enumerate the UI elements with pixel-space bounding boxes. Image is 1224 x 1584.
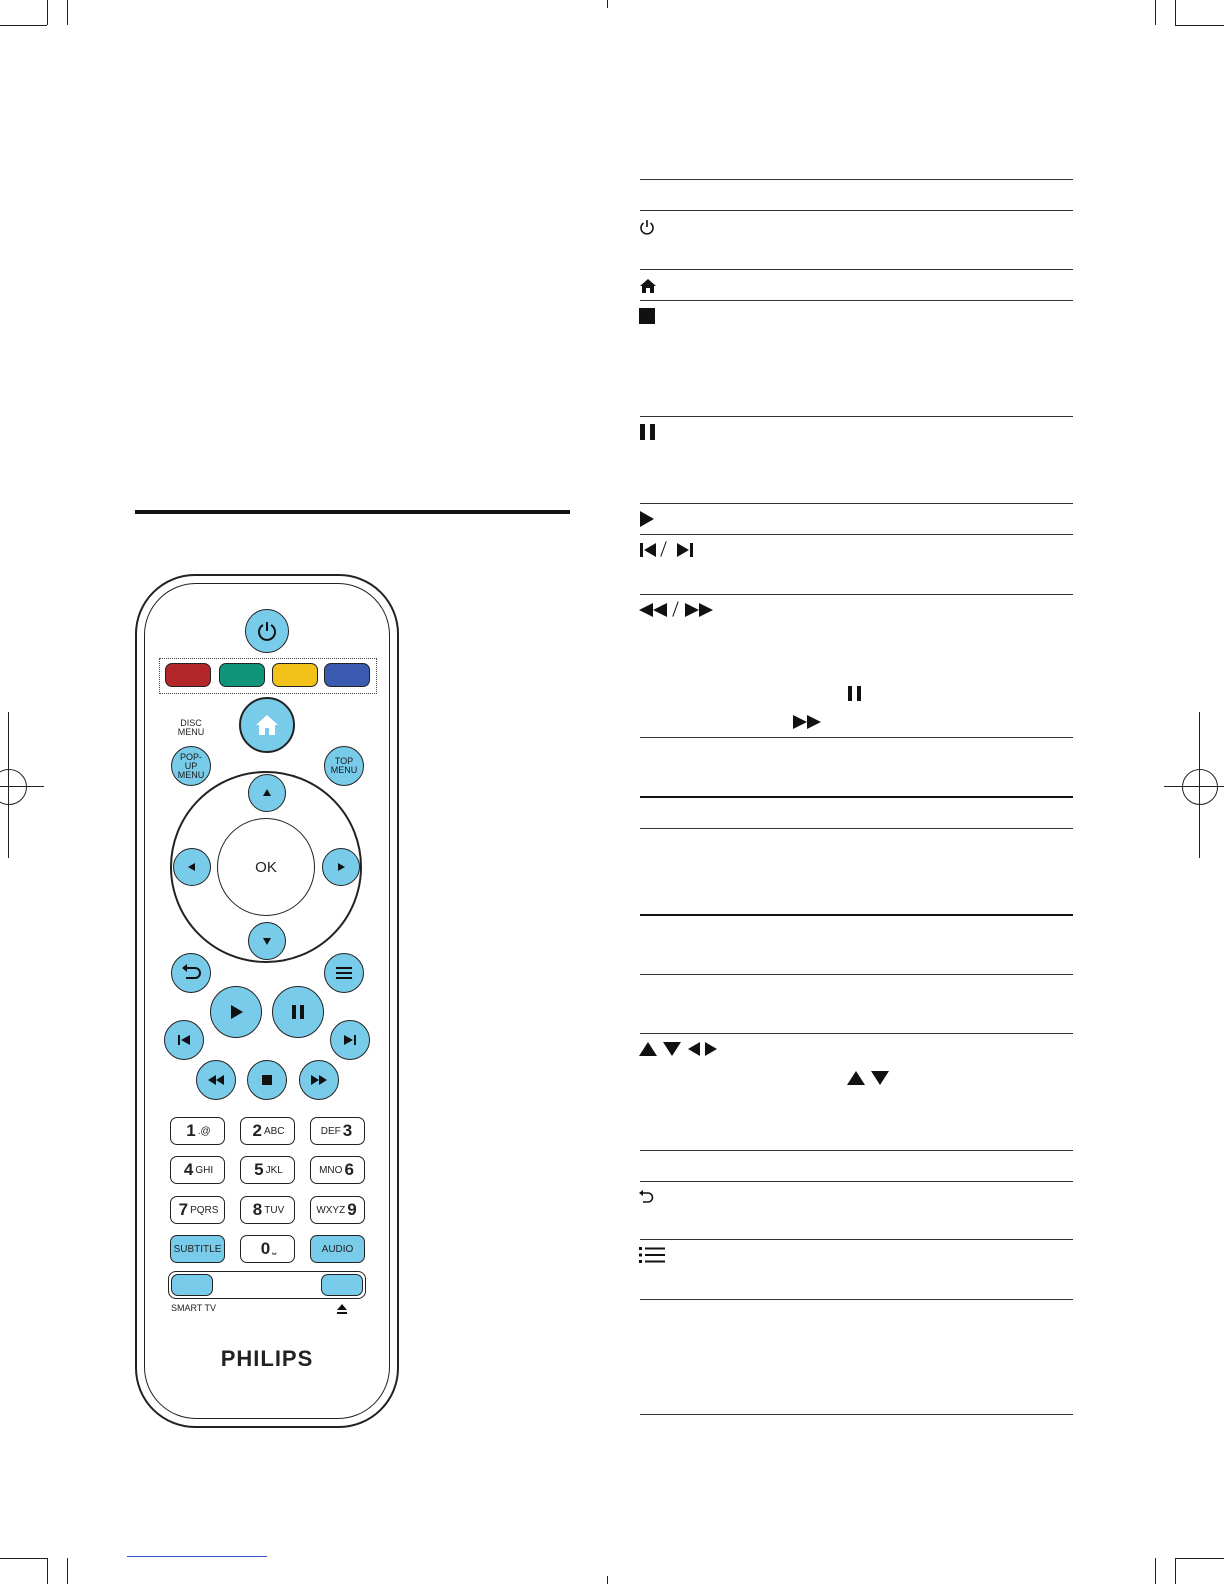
table-rule (640, 1181, 1073, 1182)
key-digit: 6 (344, 1160, 354, 1179)
left-arrow-icon (688, 1042, 700, 1056)
options-button[interactable] (324, 953, 364, 993)
table-rule (640, 796, 1073, 798)
key-letters: .@ (197, 1125, 211, 1137)
left-arrow-icon (187, 862, 197, 872)
table-rule (640, 1414, 1073, 1415)
down-arrow-icon (262, 936, 272, 946)
brand-logo: PHILIPS (220, 1346, 314, 1371)
key-digit: 3 (342, 1121, 353, 1140)
green-key[interactable] (219, 663, 265, 687)
audio-button[interactable]: AUDIO (310, 1235, 365, 1263)
key-0[interactable] (240, 1235, 295, 1263)
crop-mark (1155, 1558, 1156, 1584)
power-icon (639, 219, 655, 235)
table-rule (640, 300, 1073, 301)
crop-mark (47, 0, 48, 25)
key-digit: 7 (178, 1200, 189, 1219)
key-digit: 5 (254, 1160, 264, 1179)
up-arrow-icon (639, 1042, 657, 1056)
key-letters: WXYZ (316, 1204, 346, 1216)
footer-link-underline (127, 1556, 267, 1557)
right-arrow-icon (336, 862, 346, 872)
table-rule (640, 914, 1073, 916)
stop-icon (261, 1074, 273, 1086)
key-digit: 8 (252, 1200, 263, 1219)
crop-mark (67, 1558, 68, 1584)
power-button[interactable] (245, 609, 289, 653)
back-icon (180, 964, 202, 982)
key-letters: DEF (320, 1125, 341, 1137)
table-rule (640, 503, 1073, 504)
key-letters: PQRS (190, 1204, 219, 1216)
disc-menu-label: DISC MENU (177, 718, 205, 737)
skip-next-icon (677, 543, 693, 557)
previous-button[interactable] (164, 1020, 204, 1060)
home-button[interactable] (239, 697, 295, 753)
subtitle-button[interactable]: SUBTITLE (170, 1235, 225, 1263)
crop-mark (47, 1558, 48, 1584)
yellow-key[interactable] (272, 663, 318, 687)
home-icon (254, 713, 280, 737)
up-arrow-icon (847, 1071, 865, 1085)
key-digit: 0 (260, 1239, 271, 1258)
crop-mark (1175, 0, 1176, 25)
skip-next-icon (342, 1033, 358, 1047)
table-rule (640, 974, 1073, 975)
table-rule (640, 1033, 1073, 1034)
down-arrow-icon (663, 1042, 681, 1056)
skip-previous-icon (640, 543, 656, 557)
key-digit: 1 (186, 1121, 196, 1140)
pause-button[interactable] (272, 986, 324, 1038)
down-arrow-icon (871, 1071, 889, 1085)
back-button[interactable] (171, 953, 211, 993)
red-key[interactable] (165, 663, 211, 687)
table-rule (640, 594, 1073, 595)
crop-mark (1175, 1558, 1176, 1584)
up-arrow-icon (262, 788, 272, 798)
skip-previous-icon (176, 1033, 192, 1047)
rewind-button[interactable] (196, 1060, 236, 1100)
down-button[interactable] (248, 922, 286, 960)
table-rule (640, 1299, 1073, 1300)
slash-separator (660, 541, 666, 556)
key-3[interactable] (310, 1117, 365, 1145)
table-rule (640, 179, 1073, 180)
stop-icon (639, 308, 655, 324)
rewind-icon (639, 603, 667, 617)
eject-button[interactable] (321, 1274, 363, 1296)
key-6[interactable] (310, 1156, 365, 1184)
key-letters: ⎵ (272, 1243, 277, 1255)
registration-mark (1182, 769, 1218, 805)
key-digit: 4 (183, 1160, 194, 1179)
popup-menu-button[interactable] (171, 746, 211, 786)
key-2[interactable] (240, 1117, 295, 1145)
crop-mark (607, 1576, 608, 1584)
table-rule (640, 534, 1073, 535)
eject-icon (336, 1303, 348, 1315)
home-icon (639, 278, 657, 294)
menu-lines-icon (334, 965, 354, 981)
left-button[interactable] (173, 848, 211, 886)
next-button[interactable] (330, 1020, 370, 1060)
play-icon (640, 511, 656, 527)
key-letters: TUV (264, 1204, 285, 1216)
ok-button[interactable]: OK (217, 818, 315, 916)
key-letters: MNO (319, 1164, 343, 1176)
pause-icon (640, 424, 656, 440)
fast-forward-icon (793, 715, 821, 729)
right-arrow-icon (705, 1042, 717, 1056)
key-9[interactable] (310, 1196, 365, 1224)
table-rule (640, 828, 1073, 829)
smart-tv-label: SMART TV (171, 1303, 217, 1313)
fast-forward-icon (685, 603, 713, 617)
key-digit: 9 (347, 1200, 357, 1219)
blue-key[interactable] (324, 663, 370, 687)
crop-mark (67, 0, 68, 25)
play-icon (227, 1003, 245, 1021)
right-button[interactable] (322, 848, 360, 886)
registration-mark (0, 769, 27, 805)
crop-mark (0, 1558, 47, 1559)
key-5[interactable] (240, 1156, 295, 1184)
options-list-icon (639, 1246, 665, 1264)
up-button[interactable] (248, 774, 286, 812)
key-1[interactable] (170, 1117, 225, 1145)
popup-menu-label: POP-UP MENU (177, 751, 205, 780)
section-heading-rule (135, 510, 570, 514)
table-rule (640, 210, 1073, 211)
top-menu-button[interactable] (324, 746, 364, 786)
key-letters: ABC (263, 1125, 285, 1137)
key-7[interactable] (170, 1196, 225, 1224)
pause-icon (848, 686, 862, 701)
table-rule (640, 737, 1073, 738)
key-8[interactable] (240, 1196, 295, 1224)
play-button[interactable] (210, 986, 262, 1038)
crop-mark (1175, 1558, 1224, 1559)
slash-separator (672, 601, 678, 616)
crop-mark (607, 0, 608, 8)
table-rule (640, 1150, 1073, 1151)
table-rule (640, 269, 1073, 270)
crop-mark (1175, 25, 1224, 26)
key-4[interactable] (170, 1156, 225, 1184)
smart-tv-button[interactable] (171, 1274, 213, 1296)
power-icon (256, 620, 278, 642)
table-rule (640, 416, 1073, 417)
table-rule (640, 1239, 1073, 1240)
remote-control-illustration (135, 574, 399, 1428)
fast-forward-button[interactable] (299, 1060, 339, 1100)
top-menu-label: TOP MENU (330, 756, 358, 775)
crop-mark (1155, 0, 1156, 25)
key-digit: 2 (252, 1121, 262, 1140)
rewind-icon (206, 1074, 226, 1086)
crop-mark (0, 25, 47, 26)
stop-button[interactable] (247, 1060, 287, 1100)
pause-icon (290, 1003, 306, 1021)
back-icon (639, 1189, 655, 1205)
fast-forward-icon (309, 1074, 329, 1086)
key-letters: JKL (265, 1164, 283, 1176)
key-letters: GHI (195, 1164, 214, 1176)
